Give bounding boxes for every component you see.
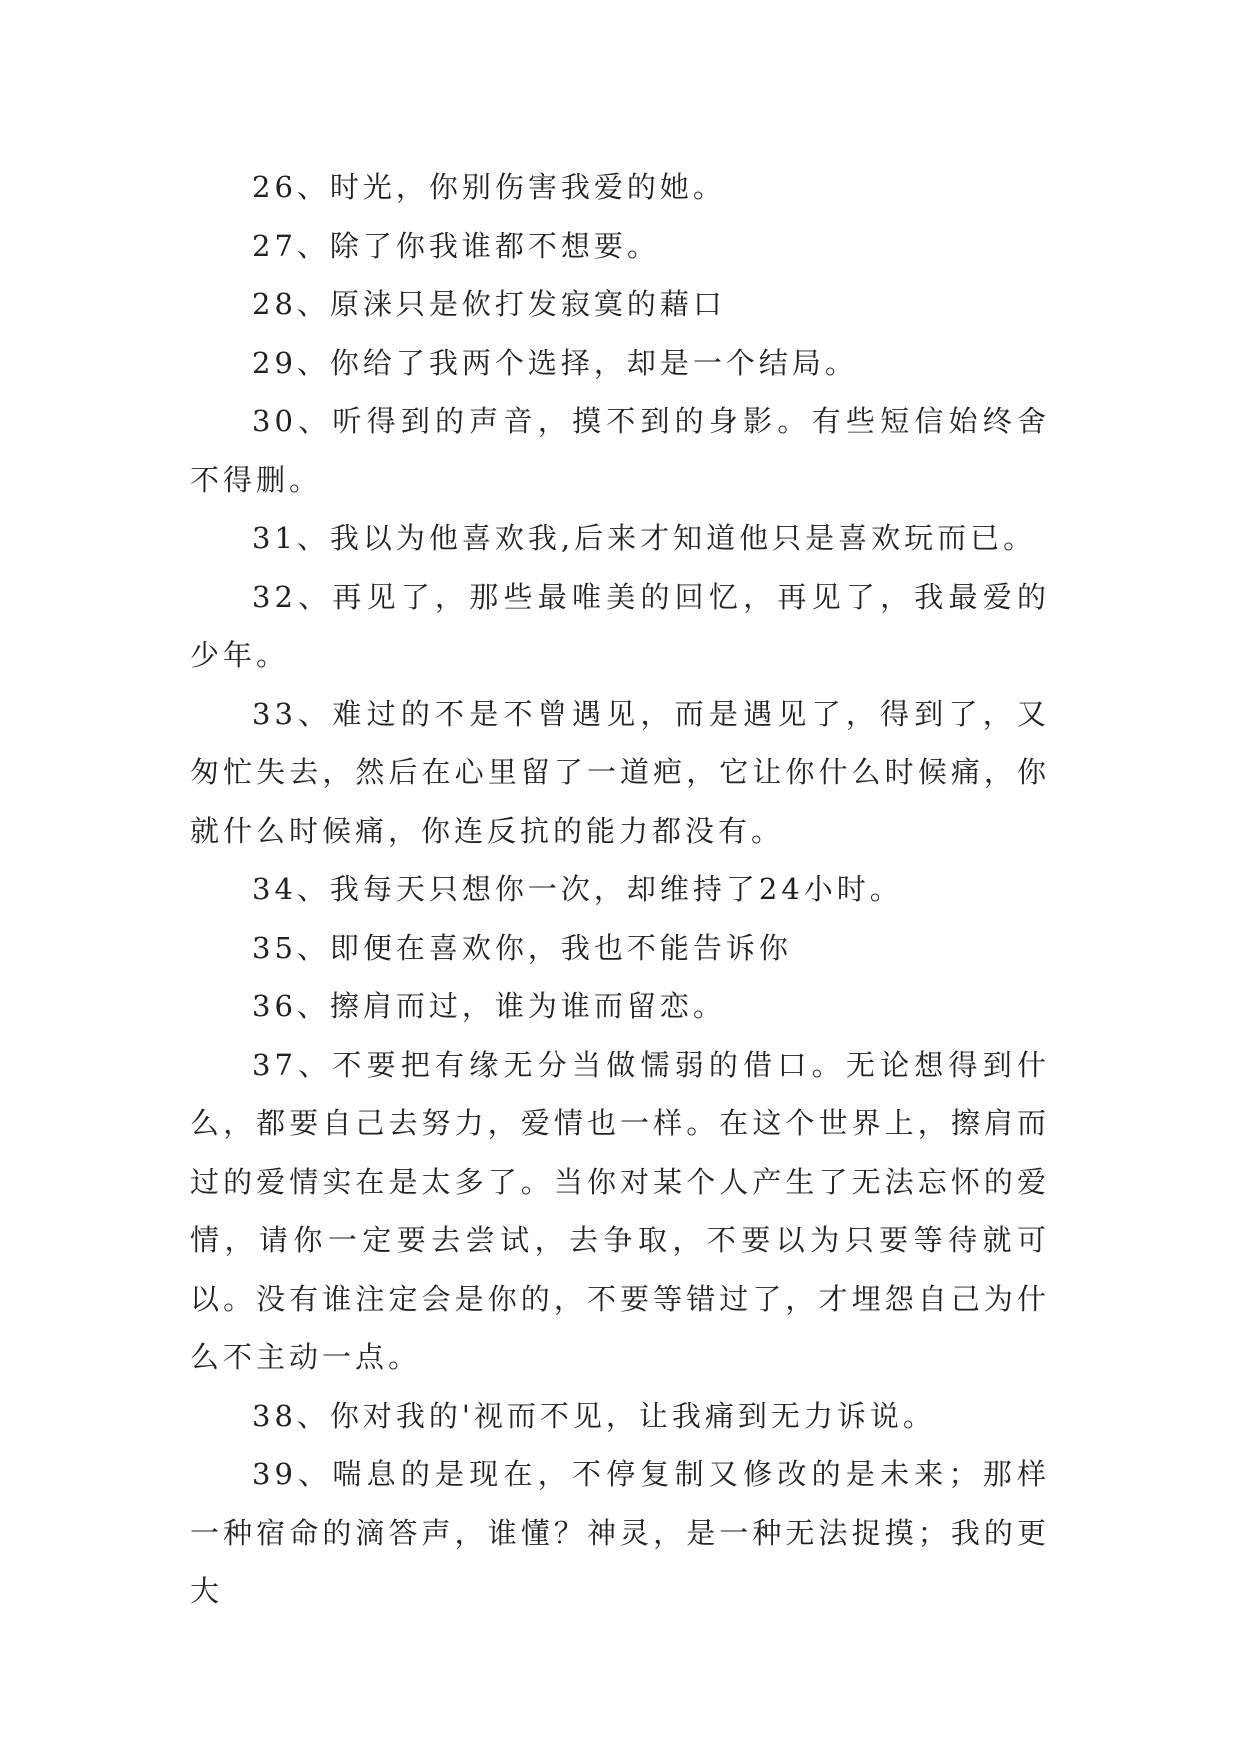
paragraph-32: 32、再见了，那些最唯美的回忆，再见了，我最爱的少年。 [190, 579, 1050, 672]
paragraph-36: 36、擦肩而过，谁为谁而留恋。 [252, 989, 726, 1023]
paragraph-39: 39、喘息的是现在，不停复制又修改的是未来；那样一种宿命的滴答声，谁懂？神灵，是一种无法捉摸；我的更大 [190, 1457, 1050, 1608]
paragraph-34: 34、我每天只想你一次，却维持了24小时。 [252, 872, 903, 906]
paragraph-30: 30、听得到的声音，摸不到的身影。有些短信始终舍不得删。 [190, 404, 1050, 497]
paragraph-37: 37、不要把有缘无分当做懦弱的借口。无论想得到什么，都要自己去努力，爱情也一样。在这个世界上，擦肩而过的爱情实在是太多了。当你对某个人产生了无法忘怀的爱情，请你一定要去尝试，去争取，不要以为只要等待就可以。没有谁注定会是你的，不要等错过了，才埋怨自己为什么不主动一点。 [190, 1047, 1050, 1374]
paragraph-28: 28、原涞只是佽打发寂寞的藉口 [252, 287, 726, 321]
paragraph-29: 29、你给了我两个选择，却是一个结局。 [252, 345, 858, 380]
document-body [190, 158, 1050, 1621]
paragraph-26: 26、时光，你别伤害我爱的她。 [252, 170, 726, 204]
paragraph-38: 38、你对我的'视而不见，让我痛到无力诉说。 [252, 1398, 936, 1433]
paragraph-31: 31、我以为他喜欢我,后来才知道他只是喜欢玩而已。 [252, 521, 1037, 555]
paragraph-33: 33、难过的不是不曾遇见，而是遇见了，得到了，又匆忙失去，然后在心里留了一道疤，它让你什么时候痛，你就什么时候痛，你连反抗的能力都没有。 [190, 696, 1050, 848]
paragraph-27: 27、除了你我谁都不想要。 [252, 228, 660, 263]
paragraph-35: 35、即便在喜欢你，我也不能告诉你 [252, 930, 792, 965]
